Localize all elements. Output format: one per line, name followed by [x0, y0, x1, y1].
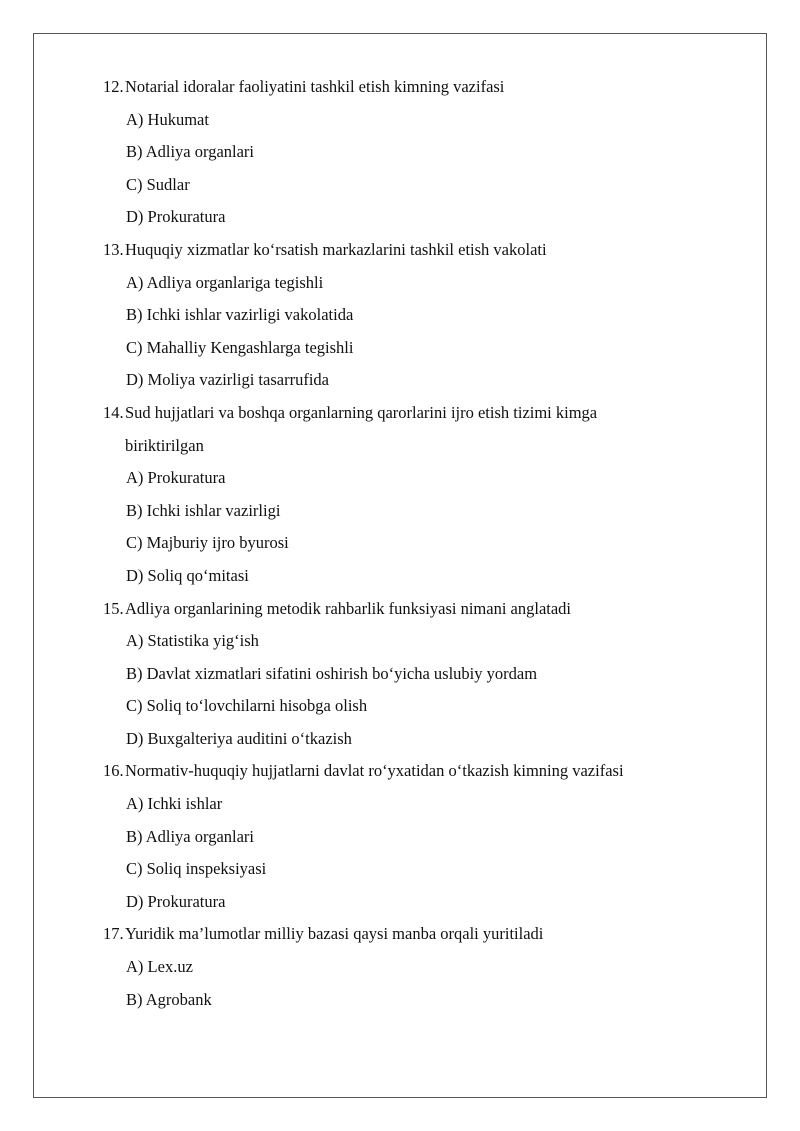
answer-option: D) Soliq qo‘mitasi — [126, 565, 249, 585]
question-text: Adliya organlarining metodik rahbarlik funksiyasi nimani anglatadi — [125, 598, 572, 618]
answer-option: D) Buxgalteriya auditini o‘tkazish — [126, 728, 352, 748]
answer-option: A) Hukumat — [126, 109, 209, 129]
question-line — [103, 918, 743, 951]
answer-option: C) Soliq to‘lovchilarni hisobga olish — [126, 696, 368, 716]
question-text: Sud hujjatlari va boshqa organlarning qarorlarini ijro etish tizimi kimga — [125, 402, 598, 422]
answer-option: C) Soliq inspeksiyasi — [126, 859, 267, 879]
question-text: Yuridik ma’lumotlar milliy bazasi qaysi manba orqali yuritiladi — [125, 924, 544, 944]
question-text: Notarial idoralar faoliyatini tashkil etish kimning vazifasi — [125, 77, 505, 96]
question-text: Normativ-huquqiy hujjatlarni davlat ro‘yxatidan o‘tkazish kimning vazifasi — [125, 761, 624, 781]
answer-option: A) Lex.uz — [126, 957, 193, 977]
question-line — [103, 755, 743, 788]
question-block — [103, 918, 743, 1016]
answer-option: B) Ichki ishlar vazirligi vakolatida — [126, 305, 354, 325]
question-number: 14. — [103, 402, 124, 422]
answer-option: B) Agrobank — [126, 989, 212, 1009]
question-number: 13. — [103, 239, 124, 259]
answer-option: C) Mahalliy Kengashlarga tegishli — [126, 337, 354, 357]
question-text: Huquqiy xizmatlar ko‘rsatish markazlarini tashkil etish vakolati — [125, 239, 547, 259]
answer-option: C) Majburiy ijro byurosi — [126, 533, 289, 553]
answer-option: B) Adliya organlari — [126, 826, 255, 846]
answer-option: D) Prokuratura — [126, 891, 226, 911]
question-line — [103, 71, 743, 104]
question-number: 12. — [103, 77, 124, 96]
answer-option: B) Adliya organlari — [126, 142, 255, 162]
question-text-continuation: biriktirilgan — [125, 435, 204, 455]
question-line — [103, 397, 743, 430]
document-body — [103, 71, 743, 1016]
question-number: 15. — [103, 598, 124, 618]
answer-option: A) Ichki ishlar — [126, 794, 223, 814]
question-block — [103, 755, 743, 918]
answer-option: C) Sudlar — [126, 174, 190, 194]
question-line — [103, 234, 743, 267]
question-block — [103, 71, 743, 234]
answer-option: A) Adliya organlariga tegishli — [126, 272, 324, 292]
answer-option: A) Prokuratura — [126, 468, 226, 488]
answer-option: D) Prokuratura — [126, 207, 226, 227]
question-number: 16. — [103, 761, 124, 781]
question-line — [103, 593, 743, 626]
answer-option: D) Moliya vazirligi tasarrufida — [126, 370, 329, 390]
question-block — [103, 234, 743, 397]
question-block — [103, 397, 743, 593]
question-number: 17. — [103, 924, 124, 944]
answer-option: B) Ichki ishlar vazirligi — [126, 500, 281, 520]
answer-option: A) Statistika yig‘ish — [126, 631, 259, 651]
question-block — [103, 593, 743, 756]
answer-option: B) Davlat xizmatlari sifatini oshirish bo‘yicha uslubiy yordam — [126, 663, 538, 683]
